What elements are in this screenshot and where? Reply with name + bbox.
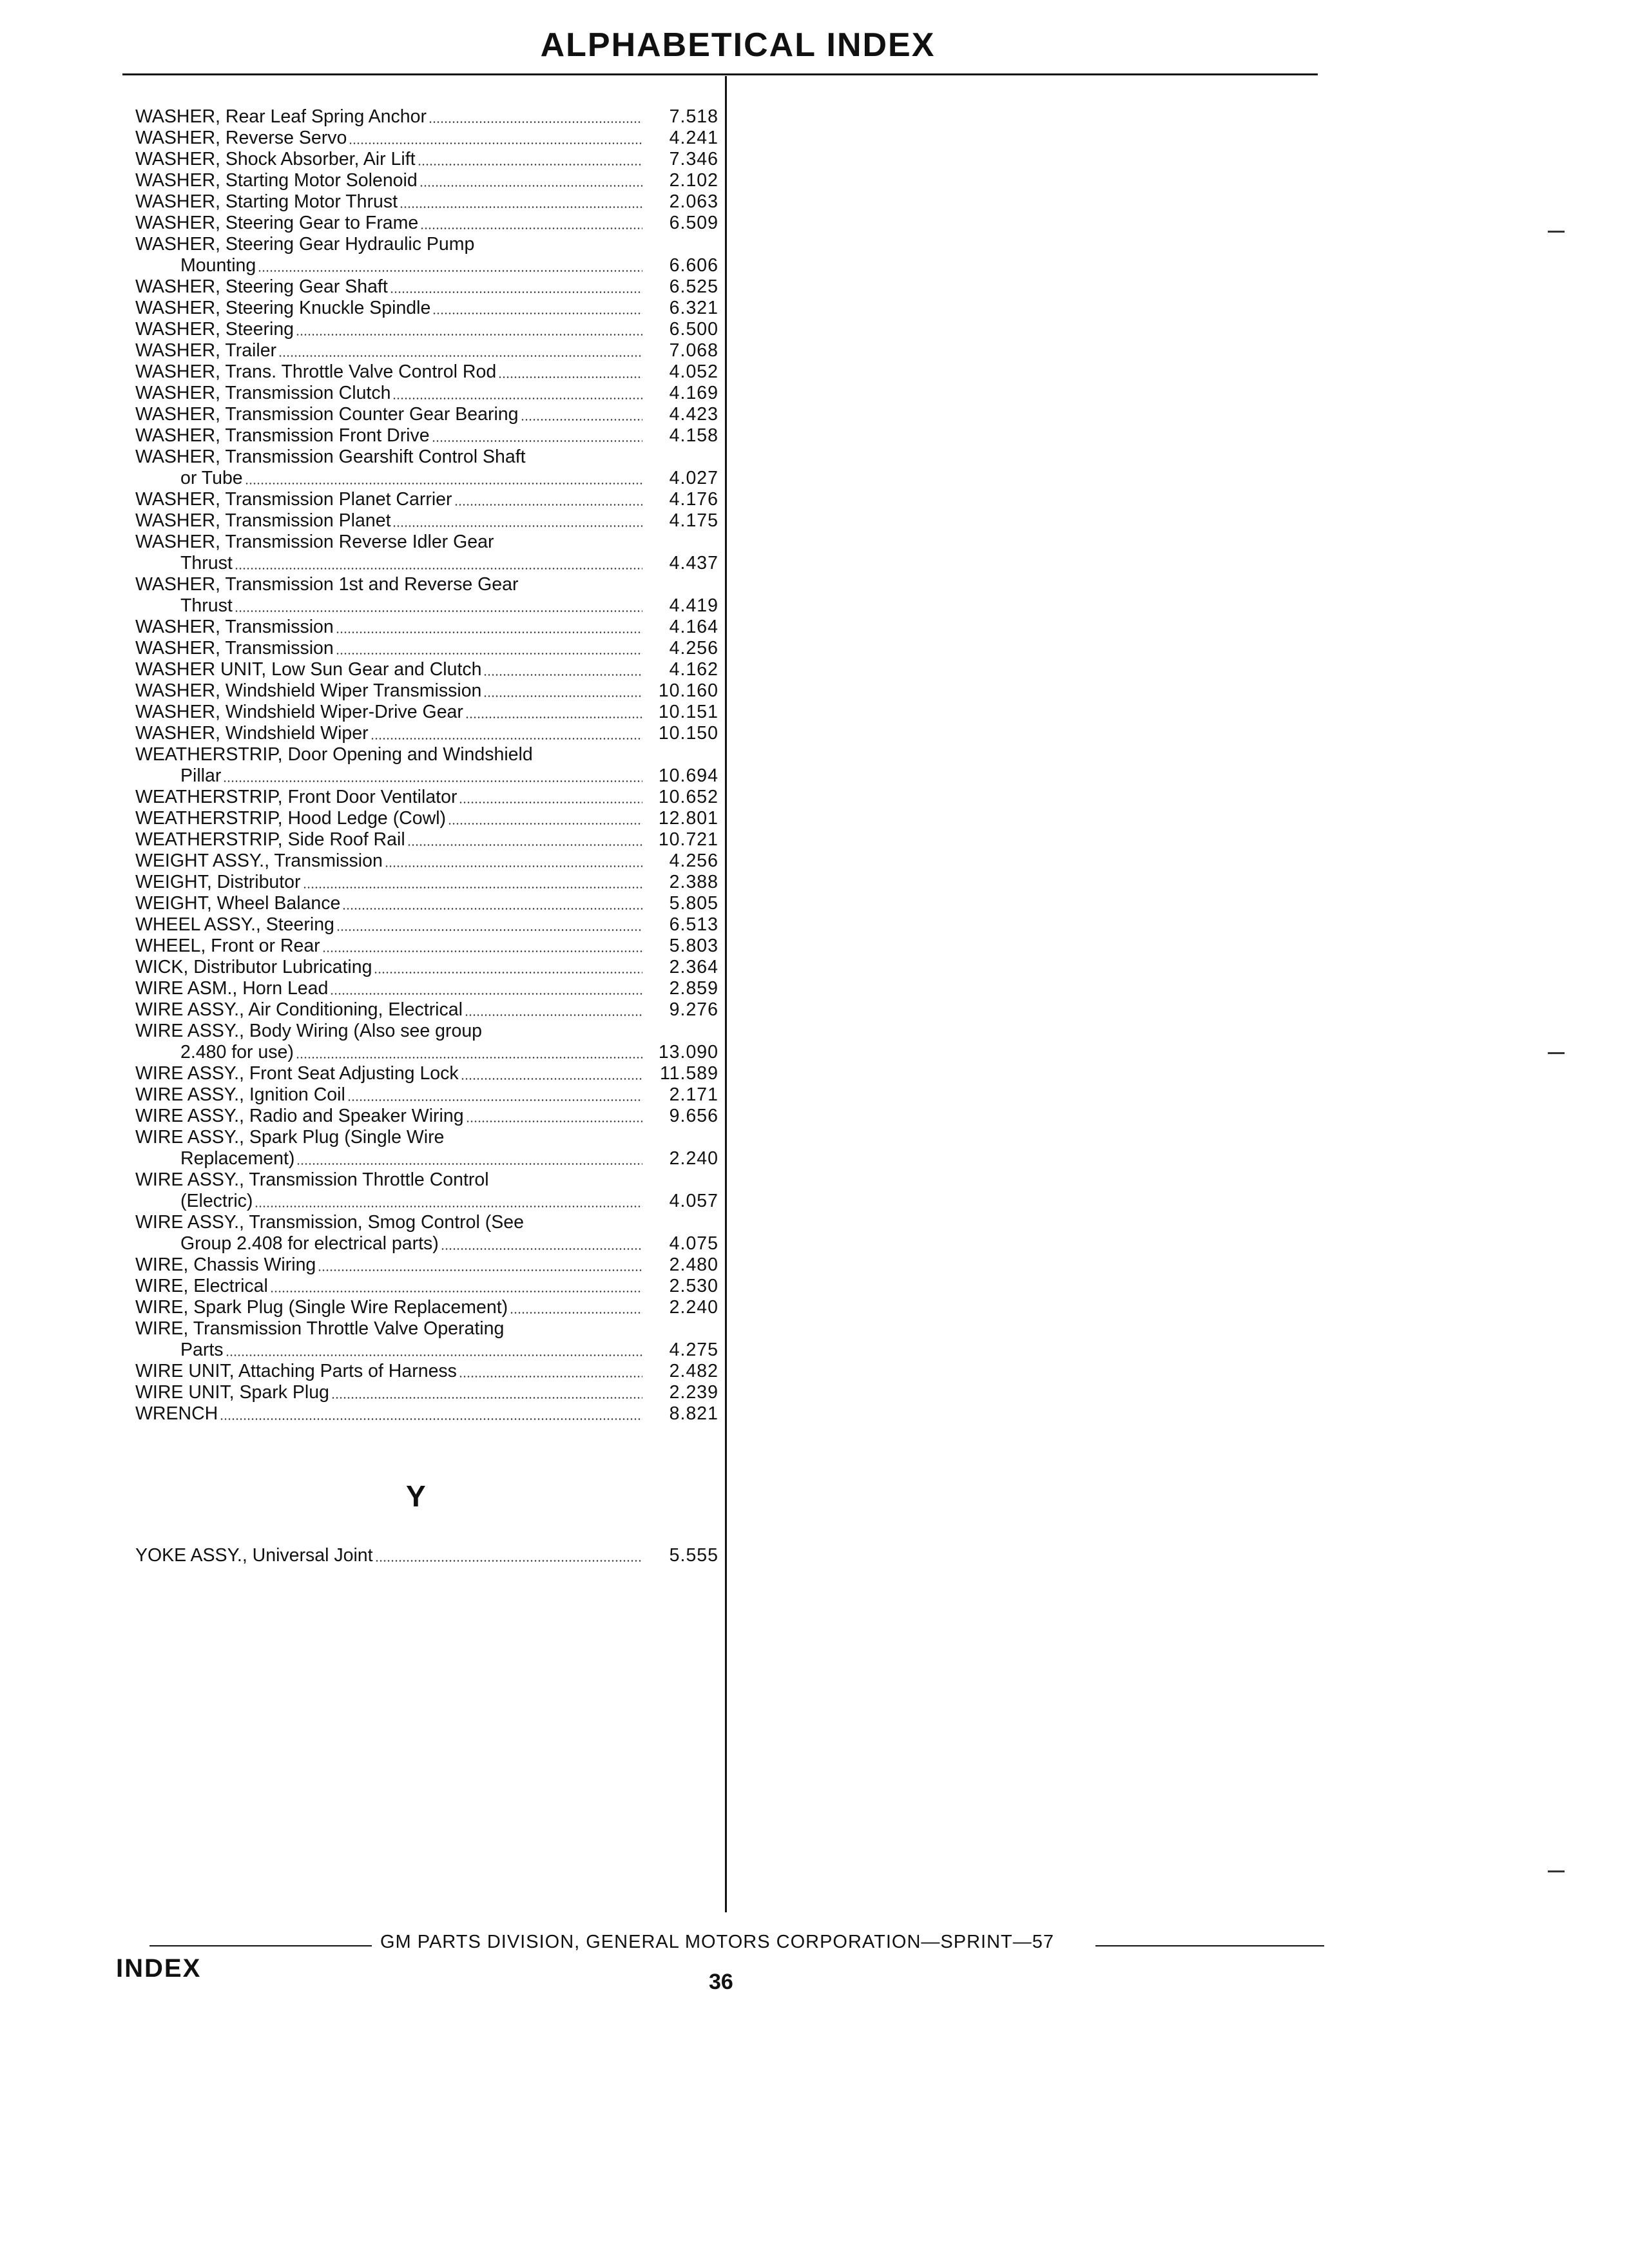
- entry-ref: 2.530: [669, 1276, 718, 1296]
- entry-text: WIRE, Electrical: [135, 1276, 268, 1296]
- leader-dots: [235, 610, 642, 612]
- entry-text: WASHER, Shock Absorber, Air Lift: [135, 149, 416, 169]
- entry-text: WASHER, Windshield Wiper: [135, 723, 369, 744]
- entry-text: WEATHERSTRIP, Hood Ledge (Cowl): [135, 808, 447, 829]
- footer-rule-left: [149, 1945, 372, 1946]
- entry-text: WIRE UNIT, Spark Plug: [135, 1382, 329, 1403]
- entry-text: WASHER, Trans. Throttle Valve Control Rod: [135, 361, 497, 382]
- entry-text: WICK, Distributor Lubricating: [135, 957, 372, 977]
- entry-text: WASHER, Steering Gear to Frame: [135, 213, 419, 233]
- index-entry: [135, 638, 718, 659]
- entry-ref: 10.151: [658, 702, 718, 722]
- leader-dots: [349, 142, 642, 144]
- entry-text: Replacement): [180, 1148, 295, 1169]
- entry-text: WIRE ASSY., Body Wiring (Also see group: [135, 1021, 483, 1041]
- index-entry: [135, 1297, 718, 1318]
- entry-ref: 10.160: [658, 680, 718, 701]
- index-entry: [135, 723, 718, 744]
- entry-text: WASHER, Transmission Front Drive: [135, 425, 430, 446]
- index-entry: [135, 617, 718, 638]
- entry-text: Group 2.408 for electrical parts): [180, 1233, 439, 1254]
- index-entry: [135, 1403, 718, 1425]
- entry-text: WASHER, Transmission: [135, 638, 334, 658]
- entry-ref: 2.240: [669, 1297, 718, 1318]
- margin-mark: [1548, 1052, 1565, 1054]
- entry-ref: 2.482: [669, 1361, 718, 1381]
- index-entry: [135, 191, 718, 213]
- entry-ref: 5.555: [669, 1545, 718, 1566]
- leader-dots: [432, 312, 642, 314]
- leader-dots: [459, 1376, 642, 1378]
- entry-text: WEIGHT ASSY., Transmission: [135, 850, 383, 871]
- index-entry: [135, 1063, 718, 1084]
- index-entry: [135, 532, 718, 574]
- entry-ref: 2.102: [669, 170, 718, 191]
- index-entry: [135, 574, 718, 617]
- index-entry: [135, 383, 718, 404]
- entry-ref: 2.240: [669, 1148, 718, 1169]
- index-entry: [135, 106, 718, 128]
- section-letter-y: Y: [406, 1479, 426, 1513]
- page-title: ALPHABETICAL INDEX: [540, 26, 936, 64]
- entry-text: WIRE, Spark Plug (Single Wire Replacement): [135, 1297, 508, 1318]
- entry-text: WASHER, Windshield Wiper Transmission: [135, 680, 482, 701]
- leader-dots: [420, 227, 642, 229]
- leader-dots: [226, 1354, 642, 1356]
- index-entry: [135, 702, 718, 723]
- index-entry: [135, 1212, 718, 1254]
- index-entry: [135, 1106, 718, 1127]
- entry-ref: 2.480: [669, 1254, 718, 1275]
- entry-text: WASHER, Windshield Wiper-Drive Gear: [135, 702, 463, 722]
- leader-dots: [498, 376, 642, 378]
- entry-text: WASHER, Steering Gear Hydraulic Pump: [135, 234, 475, 255]
- entry-ref: 2.171: [669, 1084, 718, 1105]
- leader-dots: [429, 121, 642, 123]
- leader-dots: [466, 1120, 642, 1122]
- index-entry: [135, 829, 718, 850]
- footer-rule-right: [1095, 1945, 1324, 1946]
- index-entry: [135, 213, 718, 234]
- index-entry: [135, 447, 718, 489]
- entry-text: WIRE ASSY., Air Conditioning, Electrical: [135, 999, 463, 1020]
- entry-ref: 4.075: [669, 1233, 718, 1254]
- entry-ref: 9.656: [669, 1106, 718, 1126]
- leader-dots: [441, 1248, 642, 1250]
- index-entry: [135, 340, 718, 361]
- entry-ref: 13.090: [658, 1042, 718, 1062]
- leader-dots: [296, 1057, 642, 1059]
- entry-text: WASHER, Transmission Clutch: [135, 383, 391, 403]
- index-entry: [135, 808, 718, 829]
- entry-text: WEIGHT, Wheel Balance: [135, 893, 341, 914]
- index-entry: [135, 1276, 718, 1297]
- entry-text: WASHER, Transmission Gearshift Control Shaft: [135, 447, 526, 467]
- entry-ref: 2.388: [669, 872, 718, 892]
- index-entry: [135, 936, 718, 957]
- index-entry: [135, 999, 718, 1021]
- entry-text: Thrust: [180, 595, 233, 616]
- entry-ref: 6.509: [669, 213, 718, 233]
- entry-ref: 4.158: [669, 425, 718, 446]
- entry-ref: 4.241: [669, 128, 718, 148]
- column-divider: [725, 76, 727, 1912]
- entry-ref: 10.721: [658, 829, 718, 850]
- entry-ref: 4.176: [669, 489, 718, 510]
- index-entry: [135, 893, 718, 914]
- entry-ref: 10.150: [658, 723, 718, 744]
- index-entry: [135, 128, 718, 149]
- leader-dots: [223, 780, 642, 782]
- entry-ref: 5.805: [669, 893, 718, 914]
- entry-ref: 4.275: [669, 1340, 718, 1360]
- index-entry: [135, 914, 718, 936]
- index-entry: [135, 1127, 718, 1169]
- entry-text: WIRE UNIT, Attaching Parts of Harness: [135, 1361, 457, 1381]
- leader-dots: [245, 483, 642, 485]
- entry-ref: 4.437: [669, 553, 718, 573]
- entry-ref: 4.423: [669, 404, 718, 425]
- entry-ref: 9.276: [669, 999, 718, 1020]
- leader-dots: [342, 908, 642, 910]
- leader-dots: [465, 1014, 642, 1016]
- leader-dots: [461, 1078, 642, 1080]
- margin-mark: [1548, 231, 1565, 233]
- page-number: 36: [709, 1970, 733, 1994]
- entry-ref: 4.164: [669, 617, 718, 637]
- entry-text: WASHER, Reverse Servo: [135, 128, 347, 148]
- margin-mark: [1548, 1870, 1565, 1872]
- index-entry: [135, 680, 718, 702]
- leader-dots: [318, 1269, 642, 1271]
- leader-dots: [255, 1206, 642, 1207]
- entry-text: WRENCH: [135, 1403, 218, 1424]
- index-entry: [135, 787, 718, 808]
- leader-dots: [510, 1312, 642, 1314]
- leader-dots: [375, 1560, 642, 1562]
- leader-dots: [465, 716, 642, 718]
- leader-dots: [258, 270, 642, 272]
- entry-text: WEATHERSTRIP, Front Door Ventilator: [135, 787, 458, 807]
- index-entry: [135, 957, 718, 978]
- entry-text: WEATHERSTRIP, Side Roof Rail: [135, 829, 405, 850]
- entry-ref: 4.169: [669, 383, 718, 403]
- index-entry: [135, 1254, 718, 1276]
- leader-dots: [392, 525, 642, 527]
- index-entry-list: [135, 106, 718, 1425]
- leader-dots: [454, 504, 643, 506]
- entry-ref: 6.606: [669, 255, 718, 276]
- index-entry: [135, 1545, 718, 1566]
- entry-ref: 2.859: [669, 978, 718, 999]
- entry-text: WIRE ASM., Horn Lead: [135, 978, 329, 999]
- entry-ref: 7.518: [669, 106, 718, 127]
- entry-text: Thrust: [180, 553, 233, 573]
- entry-ref: 6.513: [669, 914, 718, 935]
- index-entry-list-y: [135, 1545, 718, 1566]
- entry-text: Mounting: [180, 255, 256, 276]
- entry-ref: 4.256: [669, 638, 718, 658]
- leader-dots: [296, 334, 642, 336]
- leader-dots: [336, 929, 642, 931]
- entry-text: WASHER, Transmission Counter Gear Bearing: [135, 404, 519, 425]
- entry-ref: 7.068: [669, 340, 718, 361]
- index-entry: [135, 1382, 718, 1403]
- entry-ref: 2.239: [669, 1382, 718, 1403]
- index-entry: [135, 1169, 718, 1212]
- entry-text: YOKE ASSY., Universal Joint: [135, 1545, 373, 1566]
- entry-ref: 6.525: [669, 276, 718, 297]
- index-entry: [135, 276, 718, 298]
- entry-text: WEATHERSTRIP, Door Opening and Windshield: [135, 744, 533, 765]
- index-entry: [135, 319, 718, 340]
- leader-dots: [400, 206, 642, 208]
- leader-dots: [278, 355, 642, 357]
- leader-dots: [374, 972, 642, 974]
- leader-dots: [336, 631, 642, 633]
- index-entry: [135, 404, 718, 425]
- index-entry: [135, 149, 718, 170]
- entry-text: WASHER UNIT, Low Sun Gear and Clutch: [135, 659, 482, 680]
- leader-dots: [347, 1099, 642, 1101]
- index-entry: [135, 1361, 718, 1382]
- entry-ref: 12.801: [658, 808, 718, 829]
- entry-text: WEIGHT, Distributor: [135, 872, 301, 892]
- entry-text: or Tube: [180, 468, 243, 488]
- leader-dots: [521, 419, 643, 421]
- entry-text: Pillar: [180, 765, 222, 786]
- entry-ref: 8.821: [669, 1403, 718, 1424]
- entry-ref: 4.027: [669, 468, 718, 488]
- index-entry: [135, 298, 718, 319]
- entry-text: WIRE ASSY., Transmission, Smog Control (See: [135, 1212, 524, 1233]
- entry-ref: 6.321: [669, 298, 718, 318]
- entry-text: WASHER, Transmission Planet: [135, 510, 391, 531]
- leader-dots: [432, 440, 642, 442]
- leader-dots: [448, 823, 642, 825]
- entry-ref: 4.419: [669, 595, 718, 616]
- leader-dots: [330, 993, 642, 995]
- entry-text: WASHER, Transmission Reverse Idler Gear: [135, 532, 494, 552]
- entry-text: WASHER, Starting Motor Thrust: [135, 191, 398, 212]
- entry-ref: 4.256: [669, 850, 718, 871]
- index-label: INDEX: [116, 1954, 202, 1983]
- entry-ref: 10.694: [658, 765, 718, 786]
- leader-dots: [419, 185, 642, 187]
- index-entry: [135, 361, 718, 383]
- leader-dots: [303, 887, 642, 889]
- index-entry: [135, 170, 718, 191]
- entry-text: WHEEL, Front or Rear: [135, 936, 320, 956]
- leader-dots: [407, 844, 642, 846]
- entry-text: 2.480 for use): [180, 1042, 294, 1062]
- entry-ref: 2.063: [669, 191, 718, 212]
- entry-text: WIRE ASSY., Ignition Coil: [135, 1084, 345, 1105]
- entry-ref: 4.057: [669, 1191, 718, 1211]
- leader-dots: [459, 802, 642, 803]
- entry-ref: 11.589: [659, 1063, 718, 1084]
- title-rule: [122, 73, 1318, 75]
- index-entry: [135, 850, 718, 872]
- index-entry: [135, 1084, 718, 1106]
- index-entry: [135, 489, 718, 510]
- entry-ref: 7.346: [669, 149, 718, 169]
- entry-ref: 2.364: [669, 957, 718, 977]
- entry-text: WIRE, Chassis Wiring: [135, 1254, 316, 1275]
- leader-dots: [392, 398, 642, 399]
- entry-ref: 4.052: [669, 361, 718, 382]
- leader-dots: [331, 1397, 642, 1399]
- index-entry: [135, 1021, 718, 1063]
- index-entry: [135, 978, 718, 999]
- index-entry: [135, 744, 718, 787]
- leader-dots: [483, 674, 642, 676]
- entry-text: WASHER, Transmission Planet Carrier: [135, 489, 452, 510]
- entry-ref: 5.803: [669, 936, 718, 956]
- leader-dots: [322, 950, 642, 952]
- entry-text: WASHER, Transmission 1st and Reverse Gear: [135, 574, 519, 595]
- leader-dots: [235, 568, 642, 570]
- entry-ref: 6.500: [669, 319, 718, 340]
- entry-text: WIRE ASSY., Radio and Speaker Wiring: [135, 1106, 464, 1126]
- entry-text: WASHER, Steering Gear Shaft: [135, 276, 388, 297]
- index-entry: [135, 234, 718, 276]
- entry-text: WASHER, Steering: [135, 319, 294, 340]
- leader-dots: [220, 1418, 642, 1420]
- entry-text: WIRE, Transmission Throttle Valve Operating: [135, 1318, 505, 1339]
- entry-ref: 4.162: [669, 659, 718, 680]
- entry-text: WASHER, Transmission: [135, 617, 334, 637]
- leader-dots: [390, 291, 642, 293]
- leader-dots: [371, 738, 642, 740]
- index-entry: [135, 510, 718, 532]
- leader-dots: [385, 865, 642, 867]
- entry-text: (Electric): [180, 1191, 253, 1211]
- leader-dots: [483, 695, 642, 697]
- entry-ref: 4.175: [669, 510, 718, 531]
- entry-ref: 10.652: [658, 787, 718, 807]
- entry-text: WASHER, Trailer: [135, 340, 277, 361]
- index-entry: [135, 872, 718, 893]
- entry-text: WASHER, Rear Leaf Spring Anchor: [135, 106, 427, 127]
- entry-text: WHEEL ASSY., Steering: [135, 914, 334, 935]
- entry-text: WIRE ASSY., Front Seat Adjusting Lock: [135, 1063, 459, 1084]
- entry-text: WIRE ASSY., Transmission Throttle Control: [135, 1169, 489, 1190]
- entry-text: WASHER, Starting Motor Solenoid: [135, 170, 418, 191]
- entry-text: Parts: [180, 1340, 224, 1360]
- leader-dots: [336, 653, 642, 655]
- index-entry: [135, 425, 718, 447]
- entry-text: WIRE ASSY., Spark Plug (Single Wire: [135, 1127, 445, 1148]
- index-entry: [135, 659, 718, 680]
- leader-dots: [418, 164, 642, 166]
- index-entry: [135, 1318, 718, 1361]
- leader-dots: [270, 1291, 642, 1293]
- entry-text: WASHER, Steering Knuckle Spindle: [135, 298, 431, 318]
- leader-dots: [296, 1163, 642, 1165]
- footer-publisher: GM PARTS DIVISION, GENERAL MOTORS CORPORATION—SPRINT—57: [380, 1932, 1054, 1952]
